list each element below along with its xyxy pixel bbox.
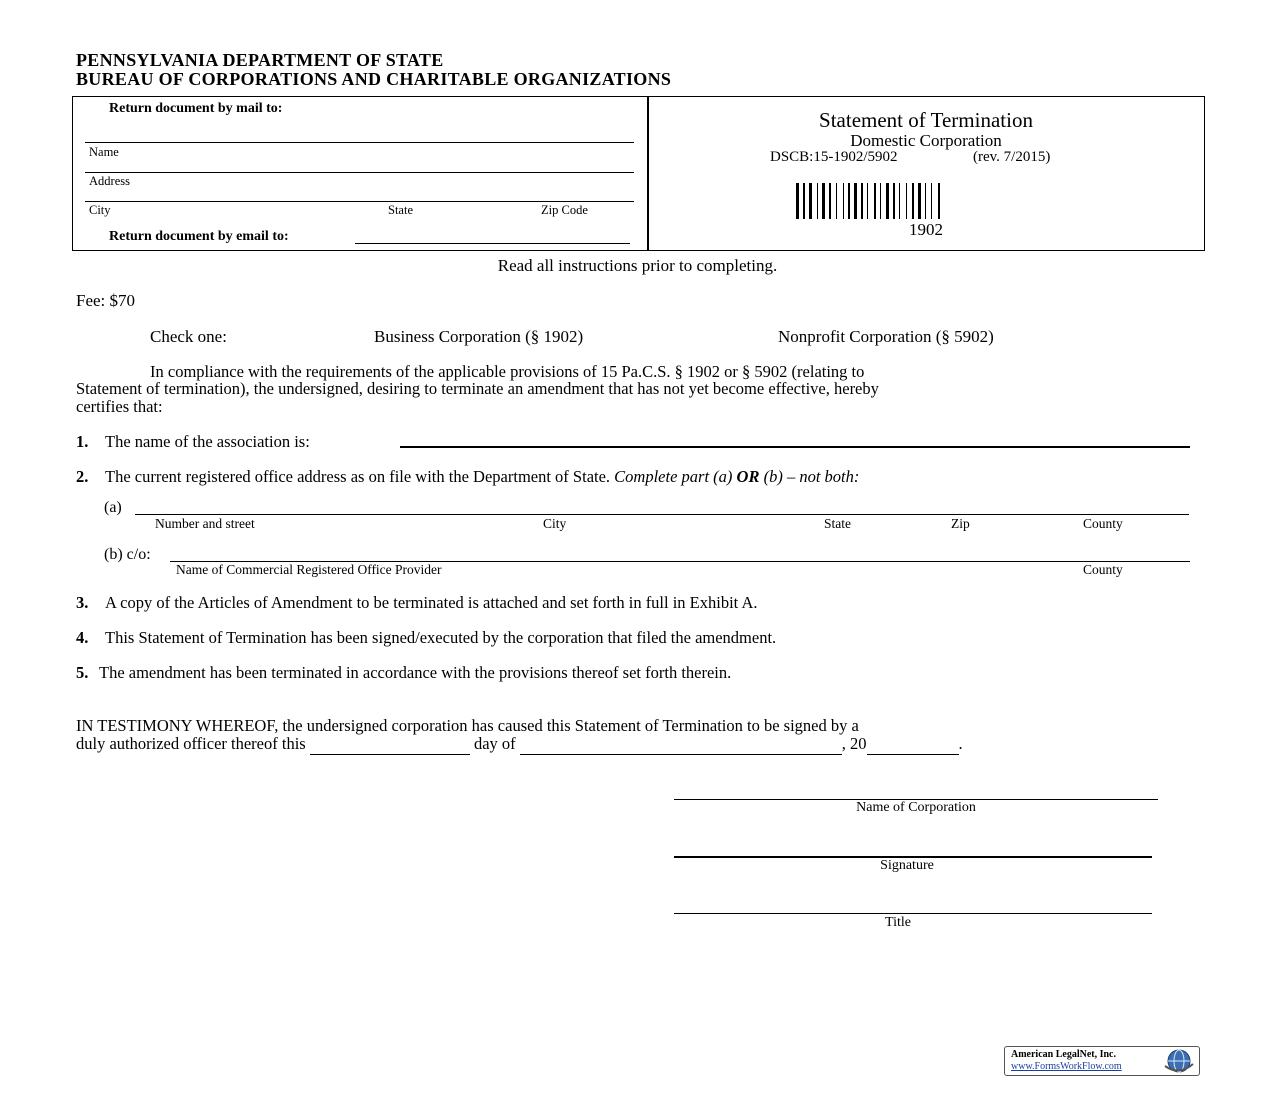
bureau-title: BUREAU OF CORPORATIONS AND CHARITABLE ORGANIZATIONS — [76, 69, 672, 89]
item-5-text: The amendment has been terminated in accordance with the provisions thereof set forth therein. — [99, 663, 732, 682]
title-line[interactable] — [674, 913, 1152, 914]
nonprofit-corporation-option[interactable]: Nonprofit Corporation (§ 5902) — [778, 327, 994, 346]
city-caption: City — [89, 203, 111, 217]
barcode-bar — [867, 183, 868, 219]
item-2-number: 2. — [76, 467, 89, 486]
item-3-number: 3. — [76, 593, 89, 612]
barcode-bar — [803, 183, 805, 219]
form-code: DSCB:15-1902/5902 — [770, 149, 898, 165]
title-caption: Title — [885, 915, 911, 930]
barcode-bar — [918, 183, 921, 219]
part-a-zip-caption: Zip — [951, 516, 970, 531]
part-a-street-caption: Number and street — [155, 516, 255, 531]
intro-line-3: certifies that: — [76, 397, 163, 416]
barcode-bar — [848, 183, 850, 219]
barcode-bar — [829, 183, 831, 219]
barcode-bar — [796, 183, 799, 219]
item-3-text: A copy of the Articles of Amendment to be terminated is attached and set forth in full in Exhibit A. — [105, 593, 758, 612]
item-1-number: 1. — [76, 432, 89, 451]
association-name-line[interactable] — [400, 446, 1190, 448]
testimony-officer-text: duly authorized officer thereof this — [76, 734, 306, 753]
item-5-number: 5. — [76, 663, 89, 682]
fee-text: Fee: $70 — [76, 291, 136, 310]
barcode-bar — [899, 183, 900, 219]
barcode-bar — [893, 183, 895, 219]
barcode-number: 1902 — [909, 220, 943, 239]
month-field[interactable] — [520, 734, 842, 755]
form-revision: (rev. 7/2015) — [973, 149, 1051, 165]
testimony-period: . — [958, 734, 963, 753]
name-caption: Name — [89, 145, 119, 159]
email-line[interactable] — [355, 243, 630, 244]
barcode-bar — [938, 183, 940, 219]
item-1-text: The name of the association is: — [105, 432, 310, 451]
form-title: Statement of Termination — [819, 108, 1033, 132]
return-address-box — [72, 96, 649, 251]
item-4-text: This Statement of Termination has been signed/executed by the corporation that filed the amendment. — [105, 628, 777, 647]
item-4-number: 4. — [76, 628, 89, 647]
part-b-provider-caption: Name of Commercial Registered Office Provider — [176, 562, 442, 577]
part-a-state-caption: State — [824, 516, 851, 531]
barcode-bar — [874, 183, 876, 219]
footer-url[interactable]: www.FormsWorkFlow.com — [1011, 1061, 1122, 1072]
zip-caption: Zip Code — [541, 203, 588, 217]
barcode-bar — [880, 183, 881, 219]
part-a-address-line[interactable] — [135, 514, 1189, 515]
testimony-day-of-text: day of — [473, 734, 516, 753]
item-2-or: OR — [736, 467, 760, 486]
testimony-year-prefix: , 20 — [841, 734, 867, 753]
signature-caption: Signature — [880, 858, 934, 873]
testimony-line-1: IN TESTIMONY WHEREOF, the undersigned corporation has caused this Statement of Termination to be signed by a — [76, 716, 859, 735]
barcode-bar — [906, 183, 907, 219]
state-caption: State — [388, 203, 413, 217]
item-2-instruction-a: Complete part (a) — [614, 467, 733, 486]
globe-icon — [1161, 1048, 1197, 1074]
part-a-county-caption: County — [1083, 516, 1123, 531]
city-state-zip-line[interactable] — [85, 201, 634, 202]
check-one-label: Check one: — [150, 327, 227, 346]
footer-company: American LegalNet, Inc. — [1011, 1049, 1116, 1060]
return-mail-label: Return document by mail to: — [109, 101, 283, 116]
item-2-text — [105, 467, 859, 487]
barcode-bar — [822, 183, 825, 219]
instructions-text: Read all instructions prior to completing. — [497, 256, 778, 275]
business-corporation-option[interactable]: Business Corporation (§ 1902) — [374, 327, 584, 346]
barcode-bar — [925, 183, 926, 219]
day-field[interactable] — [310, 734, 470, 755]
item-2-main: The current registered office address as on file with the Department of State. — [105, 467, 611, 486]
intro-line-1: In compliance with the requirements of the applicable provisions of 15 Pa.C.S. § 1902 or § 5902 (relating to — [150, 362, 865, 381]
item-2-instruction-b: (b) – not both: — [763, 467, 860, 486]
part-a-label: (a) — [104, 499, 122, 516]
intro-line-2: Statement of termination), the undersigned, desiring to terminate an amendment that has not yet become effective, hereby — [76, 379, 879, 398]
testimony-line-2 — [76, 734, 963, 755]
department-title: PENNSYLVANIA DEPARTMENT OF STATE — [76, 50, 444, 70]
return-email-label: Return document by email to: — [109, 229, 289, 244]
barcode-bar — [854, 183, 857, 219]
barcode-bar — [886, 183, 889, 219]
barcode-bar — [809, 183, 812, 219]
barcode-bar — [817, 183, 818, 219]
form-subtitle: Domestic Corporation — [850, 131, 1002, 150]
barcode-bar — [843, 183, 844, 219]
barcode-bar — [861, 183, 863, 219]
barcode — [796, 183, 1056, 219]
corporation-name-caption: Name of Corporation — [856, 800, 976, 815]
part-b-county-caption: County — [1083, 562, 1123, 577]
barcode-bar — [912, 183, 914, 219]
name-line[interactable] — [85, 142, 634, 143]
part-a-city-caption: City — [543, 516, 567, 531]
part-b-label: (b) c/o: — [104, 546, 151, 563]
year-field[interactable] — [867, 734, 959, 755]
address-line[interactable] — [85, 172, 634, 173]
barcode-bar — [931, 183, 932, 219]
address-caption: Address — [89, 174, 130, 188]
barcode-bar — [836, 183, 837, 219]
